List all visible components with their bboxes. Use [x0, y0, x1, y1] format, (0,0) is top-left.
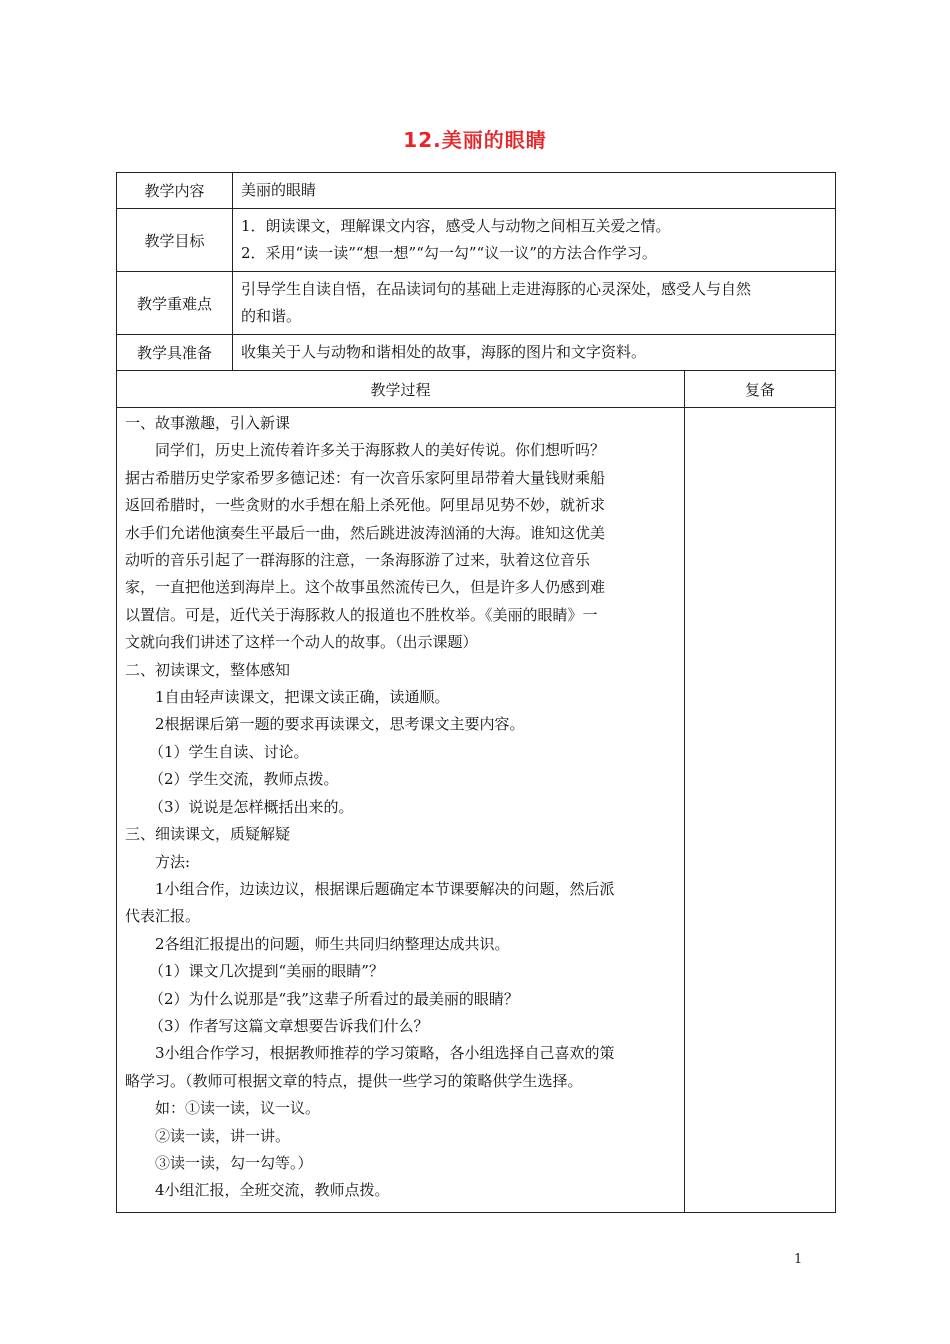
label-key-points: 教学重难点	[117, 272, 233, 335]
paragraph-line: （3）作者写这篇文章想要告诉我们什么？	[149, 1016, 429, 1035]
label-content: 教学内容	[117, 173, 233, 209]
label-materials: 教学具准备	[117, 335, 233, 371]
paragraph-line: （3）说说是怎样概括出来的。	[149, 797, 354, 816]
paragraph-line: 1自由轻声读课文，把课文读正确，读通顺。	[155, 688, 450, 707]
paragraph-line: （2）学生交流，教师点拨。	[149, 770, 339, 789]
paragraph-line: 略学习。（教师可根据文章的特点，提供一些学习的策略供学生选择。	[125, 1071, 583, 1090]
paragraph-line: 2各组汇报提出的问题，师生共同归纳整理达成共识。	[155, 934, 510, 953]
row-objectives	[117, 209, 836, 272]
lesson-plan-table	[116, 172, 836, 1213]
paragraph-line: 水手们允诺他演奏生平最后一曲，然后跳进波涛汹涌的大海。谁知这优美	[125, 523, 606, 542]
paragraph-line: 文就向我们讲述了这样一个动人的故事。（出示课题）	[125, 633, 478, 652]
paragraph-line: 4小组汇报，全班交流，教师点拨。	[155, 1181, 390, 1200]
paragraph-line: 2根据课后第一题的要求再读课文，思考课文主要内容。	[155, 715, 525, 734]
value-line: 收集关于人与动物和谐相处的故事，海豚的图片和文字资料。	[241, 343, 647, 361]
notes-header: 复备	[685, 371, 836, 408]
paragraph-line: 同学们，历史上流传着许多关于海豚救人的美好传说。你们想听吗？	[155, 441, 606, 460]
value-key-points	[233, 272, 836, 335]
section-heading: 二、初读课文，整体感知	[125, 660, 291, 679]
value-line: 引导学生自读自悟，在品读词句的基础上走进海豚的心灵深处，感受人与自然	[241, 280, 752, 298]
label-objectives: 教学目标	[117, 209, 233, 272]
paragraph-line: 返回希腊时，一些贪财的水手想在船上杀死他。阿里昂见势不妙，就祈求	[125, 496, 606, 515]
page-number: 1	[794, 1252, 803, 1267]
section-heading: 一、故事激趣，引入新课	[125, 414, 291, 432]
process-body	[117, 408, 685, 1213]
paragraph-line: （1）学生自读、讨论。	[149, 742, 309, 761]
paragraph-line: ②读一读，讲一讲。	[155, 1126, 291, 1145]
paragraph-line: 如：①读一读，议一议。	[155, 1099, 321, 1118]
value-line: 的和谐。	[241, 307, 302, 325]
paragraph-line: 以置信。可是，近代关于海豚救人的报道也不胜枚举。《美丽的眼睛》一	[125, 605, 598, 624]
paragraph-line: 代表汇报。	[125, 907, 201, 926]
paragraph-line: 家，一直把他送到海岸上。这个故事虽然流传已久，但是许多人仍感到难	[125, 578, 606, 597]
row-content	[117, 173, 836, 209]
paragraph-line: 1小组合作，边读边议，根据课后题确定本节课要解决的问题，然后派	[155, 879, 615, 898]
section-heading: 三、细读课文，质疑解疑	[125, 825, 291, 844]
row-process	[117, 408, 836, 1213]
value-line: 美丽的眼睛	[241, 181, 317, 199]
value-line: 1．朗读课文，理解课文内容，感受人与动物之间相互关爱之情。	[241, 217, 671, 235]
value-content	[233, 173, 836, 209]
paragraph-line: 动听的音乐引起了一群海豚的注意，一条海豚游了过来，驮着这位音乐	[125, 551, 591, 570]
paragraph-line: 据古希腊历史学家希罗多德记述：有一次音乐家阿里昂带着大量钱财乘船	[125, 468, 606, 487]
value-objectives	[233, 209, 836, 272]
paragraph-line: 3小组合作学习，根据教师推荐的学习策略，各小组选择自己喜欢的策	[155, 1044, 615, 1063]
value-line: 2．采用“读一读”“想一想”“勾一勾”“议一议”的方法合作学习。	[241, 244, 657, 262]
paragraph-line: （2）为什么说那是“我”这辈子所看过的最美丽的眼睛？	[149, 989, 519, 1008]
document-title: 12.美丽的眼睛	[403, 128, 547, 152]
row-key-points	[117, 272, 836, 335]
paragraph-line: 方法:	[155, 852, 191, 871]
row-process-header	[117, 371, 836, 408]
row-materials	[117, 335, 836, 371]
value-materials	[233, 335, 836, 371]
process-header: 教学过程	[117, 371, 685, 408]
notes-body	[685, 408, 836, 1213]
paragraph-line: ③读一读，勾一勾等。）	[155, 1153, 313, 1172]
paragraph-line: （1）课文几次提到“美丽的眼睛”？	[149, 962, 384, 981]
